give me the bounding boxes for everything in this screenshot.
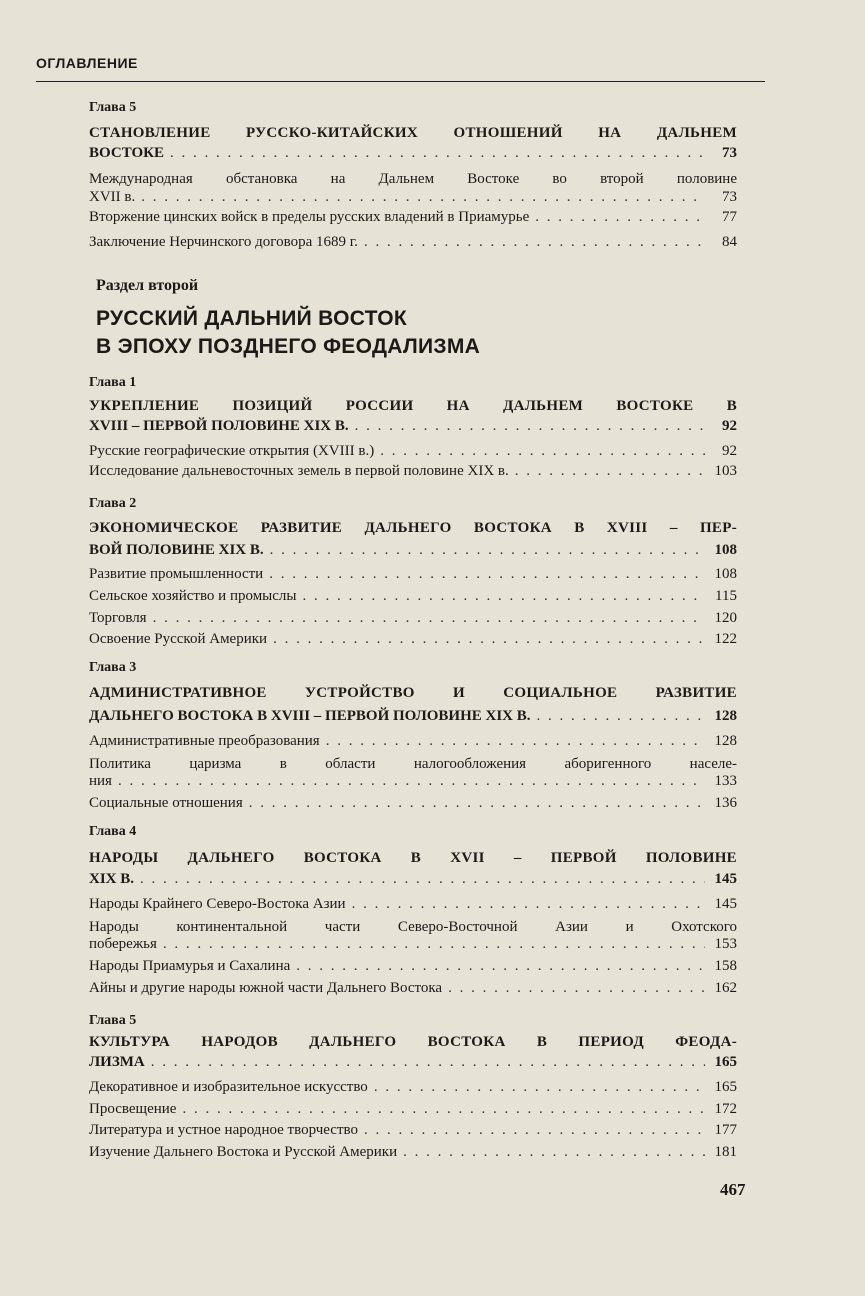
- toc-entry-text: XVII в.: [89, 189, 136, 205]
- toc-entry-text: ния: [89, 773, 112, 789]
- page-number: 467: [720, 1180, 746, 1199]
- toc-entry-line: Народы континентальной части Северо-Восточной Азии и Охотского: [89, 919, 737, 935]
- page-ref: 145: [714, 871, 737, 887]
- chapter-title-line: XVIII – ПЕРВОЙ ПОЛОВИНЕ XIX В.: [89, 418, 349, 434]
- chapter-label: Глава 3: [89, 660, 137, 675]
- page-ref: 165: [714, 1079, 737, 1095]
- toc-entry: [89, 1121, 737, 1139]
- toc-entry: [89, 208, 737, 226]
- chapter-title-entry: [89, 541, 737, 559]
- page-ref: 73: [722, 189, 737, 205]
- toc-entry-text: Просвещение: [89, 1101, 177, 1117]
- page-ref: 103: [714, 463, 737, 479]
- page-ref: 128: [714, 708, 737, 724]
- chapter-label: Глава 5: [89, 1013, 137, 1028]
- chapter-title-line: XIX В.: [89, 871, 135, 887]
- leader-dots: [153, 609, 705, 627]
- toc-entry: [89, 957, 737, 975]
- leader-dots: [364, 233, 705, 251]
- leader-dots: [141, 188, 705, 206]
- toc-entry: [89, 1078, 737, 1096]
- toc-entry-text: Народы Крайнего Северо-Востока Азии: [89, 896, 346, 912]
- running-header: ОГЛАВЛЕНИЕ: [36, 55, 138, 71]
- leader-dots: [448, 979, 705, 997]
- page-ref: 120: [714, 610, 737, 626]
- chapter-title-line: ДАЛЬНЕГО ВОСТОКА В XVIII – ПЕРВОЙ ПОЛОВИНЕ XIX В.: [89, 708, 531, 724]
- leader-dots: [403, 1143, 705, 1161]
- toc-entry-text: Литература и устное народное творчество: [89, 1122, 358, 1138]
- chapter-title-line: СТАНОВЛЕНИЕ РУССКО-КИТАЙСКИХ ОТНОШЕНИЙ НА ДАЛЬНЕМ: [89, 125, 737, 141]
- toc-entry: [89, 565, 737, 583]
- chapter-title-entry: [89, 417, 737, 435]
- section-label: Раздел второй: [96, 277, 199, 294]
- leader-dots: [302, 587, 705, 605]
- page-ref: 172: [714, 1101, 737, 1117]
- toc-entry-text: Социальные отношения: [89, 795, 243, 811]
- toc-entry-text: побережья: [89, 936, 157, 952]
- chapter-title-entry: [89, 870, 737, 888]
- chapter-title-line: АДМИНИСТРАТИВНОЕ УСТРОЙСТВО И СОЦИАЛЬНОЕ РАЗВИТИЕ: [89, 685, 737, 701]
- page-ref: 92: [722, 418, 737, 434]
- page-ref: 84: [722, 234, 737, 250]
- toc-entry: [89, 935, 737, 953]
- section-title: РУССКИЙ ДАЛЬНИЙ ВОСТОК: [96, 307, 408, 330]
- toc-entry-text: Развитие промышленности: [89, 566, 264, 582]
- chapter-title-line: ВОСТОКЕ: [89, 145, 165, 161]
- leader-dots: [380, 442, 705, 460]
- toc-entry-text: Декоративное и изобразительное искусство: [89, 1079, 368, 1095]
- page-ref: 92: [722, 443, 737, 459]
- toc-entry: [89, 630, 737, 648]
- toc-entry: [89, 772, 737, 790]
- toc-entry: [89, 895, 737, 913]
- toc-entry: [89, 1143, 737, 1161]
- leader-dots: [296, 957, 705, 975]
- toc-entry-text: Исследование дальневосточных земель в первой половине XIX в.: [89, 463, 509, 479]
- toc-entry: [89, 1100, 737, 1118]
- chapter-title-line: НАРОДЫ ДАЛЬНЕГО ВОСТОКА В XVII – ПЕРВОЙ ПОЛОВИНЕ: [89, 850, 737, 866]
- leader-dots: [273, 630, 705, 648]
- toc-entry-line: Политика царизма в области налогообложения аборигенного населе-: [89, 756, 737, 772]
- page-ref: 122: [714, 631, 737, 647]
- toc-entry: [89, 794, 737, 812]
- leader-dots: [249, 794, 705, 812]
- leader-dots: [118, 772, 705, 790]
- toc-entry-text: Торговля: [89, 610, 147, 626]
- page-ref: 165: [714, 1054, 737, 1070]
- page-ref: 108: [714, 566, 737, 582]
- page-ref: 77: [722, 209, 737, 225]
- toc-entry-text: Народы Приамурья и Сахалина: [89, 958, 291, 974]
- chapter-title-line: ВОЙ ПОЛОВИНЕ XIX В.: [89, 542, 264, 558]
- toc-entry-text: Административные преобразования: [89, 733, 320, 749]
- toc-entry-text: Русские географические открытия (XVIII в.): [89, 443, 375, 459]
- leader-dots: [535, 208, 705, 226]
- header-rule: [36, 81, 765, 82]
- leader-dots: [182, 1100, 705, 1118]
- toc-entry: [89, 609, 737, 627]
- chapter-title-line: КУЛЬТУРА НАРОДОВ ДАЛЬНЕГО ВОСТОКА В ПЕРИОД ФЕОДА-: [89, 1034, 737, 1050]
- toc-entry-text: Айны и другие народы южной части Дальнего Востока: [89, 980, 443, 996]
- chapter-title-entry: [89, 1053, 737, 1071]
- chapter-title-entry: [89, 707, 737, 725]
- chapter-title-entry: [89, 144, 737, 162]
- page-ref: 158: [714, 958, 737, 974]
- page-ref: 108: [714, 542, 737, 558]
- chapter-label: Глава 2: [89, 496, 137, 511]
- leader-dots: [163, 935, 705, 953]
- toc-entry: [89, 233, 737, 251]
- toc-entry: [89, 442, 737, 460]
- chapter-title-line: УКРЕПЛЕНИЕ ПОЗИЦИЙ РОССИИ НА ДАЛЬНЕМ ВОСТОКЕ В: [89, 398, 737, 414]
- toc-entry-text: Сельское хозяйство и промыслы: [89, 588, 297, 604]
- chapter-title-line: ЭКОНОМИЧЕСКОЕ РАЗВИТИЕ ДАЛЬНЕГО ВОСТОКА В XVIII – ПЕР-: [89, 520, 737, 536]
- chapter-title-line: ЛИЗМА: [89, 1054, 145, 1070]
- chapter-label: Глава 5: [89, 100, 137, 115]
- section-title: В ЭПОХУ ПОЗДНЕГО ФЕОДАЛИЗМА: [96, 335, 481, 358]
- leader-dots: [352, 895, 705, 913]
- chapter-label: Глава 1: [89, 375, 137, 390]
- leader-dots: [355, 417, 705, 435]
- toc-entry-line: Международная обстановка на Дальнем Востоке во второй половине: [89, 171, 737, 187]
- leader-dots: [364, 1121, 705, 1139]
- page-ref: 162: [714, 980, 737, 996]
- toc-entry-text: Изучение Дальнего Востока и Русской Америки: [89, 1144, 398, 1160]
- leader-dots: [269, 565, 705, 583]
- toc-entry-text: Освоение Русской Америки: [89, 631, 268, 647]
- chapter-label: Глава 4: [89, 824, 137, 839]
- page-ref: 177: [714, 1122, 737, 1138]
- leader-dots: [515, 462, 705, 480]
- leader-dots: [140, 870, 705, 888]
- leader-dots: [151, 1053, 705, 1071]
- toc-entry-text: Заключение Нерчинского договора 1689 г.: [89, 234, 358, 250]
- toc-entry: [89, 188, 737, 206]
- page-ref: 128: [714, 733, 737, 749]
- page-ref: 73: [722, 145, 737, 161]
- toc-entry: [89, 979, 737, 997]
- page-ref: 136: [714, 795, 737, 811]
- page-ref: 115: [715, 588, 737, 604]
- page-ref: 153: [714, 936, 737, 952]
- leader-dots: [170, 144, 705, 162]
- toc-entry: [89, 462, 737, 480]
- leader-dots: [374, 1078, 705, 1096]
- leader-dots: [537, 707, 705, 725]
- toc-entry: [89, 587, 737, 605]
- leader-dots: [326, 732, 705, 750]
- page-ref: 133: [714, 773, 737, 789]
- page-ref: 181: [714, 1144, 737, 1160]
- toc-entry: [89, 732, 737, 750]
- toc-entry-text: Вторжение цинских войск в пределы русских владений в Приамурье: [89, 209, 530, 225]
- leader-dots: [270, 541, 705, 559]
- page-ref: 145: [714, 896, 737, 912]
